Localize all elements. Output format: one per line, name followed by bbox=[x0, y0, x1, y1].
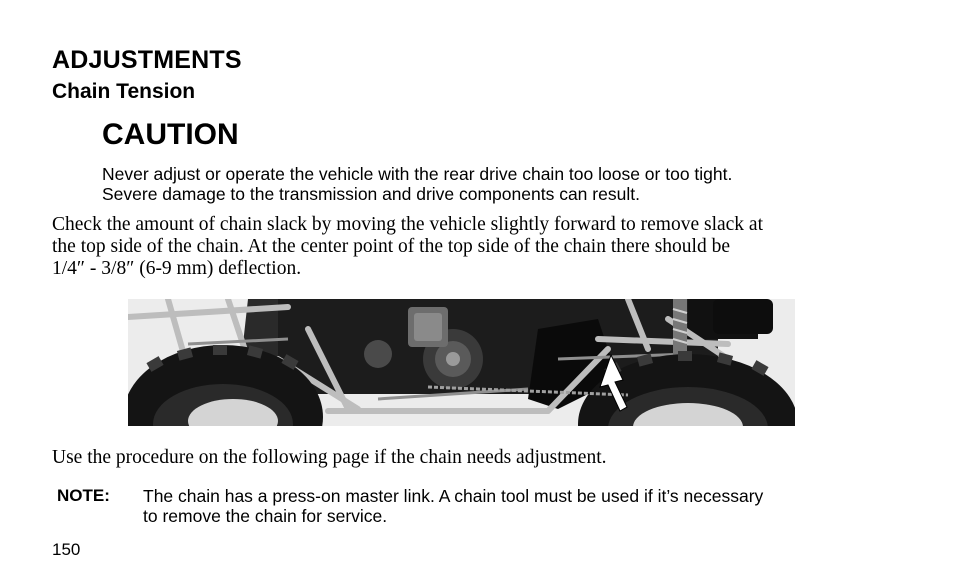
note-line: to remove the chain for service. bbox=[143, 506, 388, 526]
page-number: 150 bbox=[52, 540, 81, 559]
section-title: ADJUSTMENTS bbox=[52, 46, 242, 74]
atv-chain-photo bbox=[128, 299, 795, 426]
body-paragraph bbox=[52, 214, 912, 280]
note-line: The chain has a press-on master link. A chain tool must be used if it’s necessary bbox=[143, 486, 764, 506]
note-label: NOTE: bbox=[57, 486, 110, 505]
paragraph-line: Check the amount of chain slack by moving the vehicle slightly forward to remove slack at bbox=[52, 214, 764, 235]
caution-heading: CAUTION bbox=[102, 118, 239, 151]
caution-line: Severe damage to the transmission and drive components can result. bbox=[102, 184, 640, 204]
paragraph-line: 1/4″ - 3/8″ (6-9 mm) deflection. bbox=[52, 258, 302, 279]
paragraph-line: the top side of the chain. At the center point of the top side of the chain there should be bbox=[52, 236, 730, 257]
note-text bbox=[143, 486, 903, 526]
caution-text bbox=[102, 164, 892, 204]
subsection-title: Chain Tension bbox=[52, 80, 196, 103]
procedure-text: Use the procedure on the following page if the chain needs adjustment. bbox=[52, 447, 607, 468]
caution-line: Never adjust or operate the vehicle with the rear drive chain too loose or too tight. bbox=[102, 164, 733, 184]
